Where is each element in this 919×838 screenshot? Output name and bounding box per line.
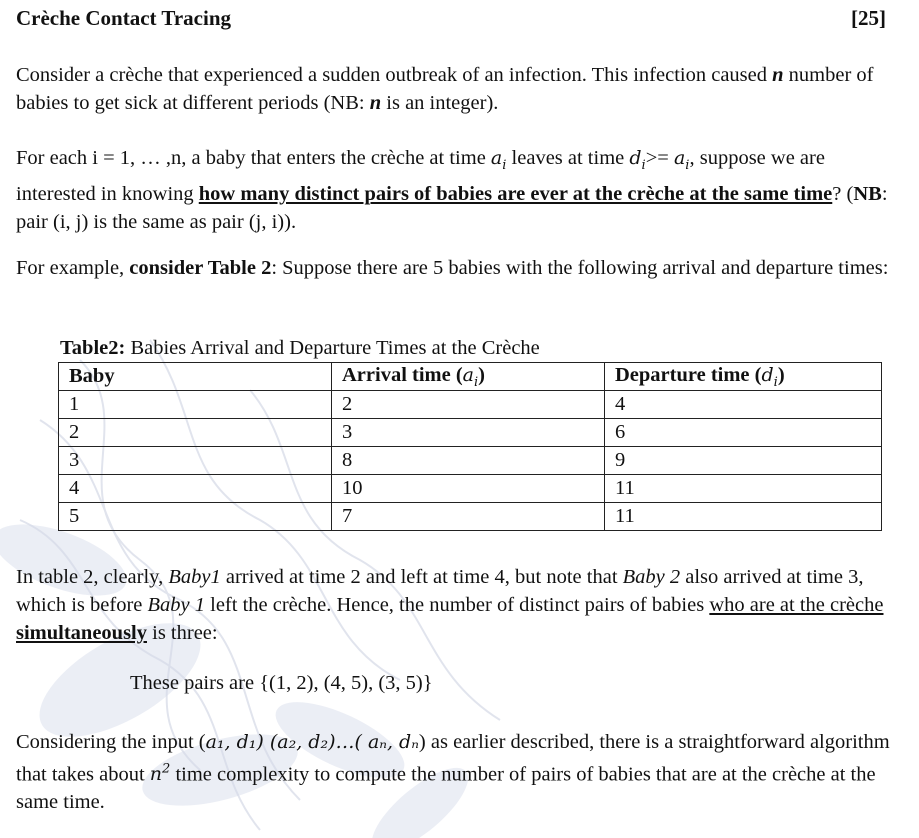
emphasis-text: how many distinct pairs of babies are ever at the crèche at the same time [198, 182, 833, 205]
caption-text: Babies Arrival and Departure Times at the Crèche [125, 337, 540, 359]
table-row [59, 419, 882, 447]
header-departure: Departure time $(d_i)$ [605, 363, 882, 391]
cell-departure: 11 [605, 475, 882, 503]
text: arrived at time 2 and left at time 4, but note that [220, 566, 623, 588]
math-n-squared: $n^2$ [149, 762, 171, 786]
cell-departure: 4 [605, 391, 882, 419]
var-n: n [369, 92, 382, 114]
text: : pair (i, j) is the same as pair (j, i)). [16, 182, 888, 233]
cell-arrival: 3 [332, 419, 605, 447]
paragraph-example [16, 254, 908, 282]
text: , suppose we are interested in knowing [16, 147, 825, 205]
table-row [59, 391, 882, 419]
cell-baby: 3 [59, 447, 332, 475]
cell-arrival: 8 [332, 447, 605, 475]
text: is three: [147, 622, 218, 644]
paragraph-problem [16, 144, 908, 236]
var-n: n [772, 64, 784, 86]
cell-baby: 4 [59, 475, 332, 503]
table-caption [60, 337, 540, 360]
bold-text: consider Table 2 [129, 257, 272, 279]
paragraph-algorithm [16, 728, 908, 816]
table-row [59, 503, 882, 531]
header-arrival: Arrival time $(a_i)$ [332, 363, 605, 391]
cell-baby: 2 [59, 419, 332, 447]
text: ) as earlier described, there is a straightforward algorithm that takes about [16, 731, 890, 786]
underlined-text: who are at the crèche [709, 594, 884, 616]
underlined-bold-text: simultaneously [16, 622, 147, 644]
text: Consider a crèche that experienced a sudden outbreak of an infection. This infection caused [16, 64, 773, 86]
header-baby: Baby [59, 363, 332, 391]
text: >= [645, 147, 674, 169]
text: also arrived at time 3, which is before [16, 566, 864, 616]
text: ? ( [832, 182, 854, 205]
text: For example, [16, 257, 130, 279]
italic-text: Baby1 [168, 566, 221, 588]
italic-text: Baby 1 [147, 594, 205, 616]
arrival-departure-table [58, 362, 882, 531]
text: is an integer). [381, 92, 499, 114]
text: Considering the input ( [16, 731, 206, 753]
cell-arrival: 2 [332, 391, 605, 419]
text: : Suppose there are 5 babies with the following arrival and departure times: [271, 257, 889, 279]
page-title: Crèche Contact Tracing [16, 6, 232, 30]
text: number of babies to get sick at different periods (NB: [16, 64, 874, 114]
math-a-i: $a_i$ [673, 147, 690, 173]
cell-arrival: 7 [332, 503, 605, 531]
math-input-sequence: a₁, d₁) (a₂, d₂)…( aₙ, dₙ [205, 731, 419, 753]
paragraph-explanation [16, 563, 908, 647]
text: left the crèche. Hence, the number of distinct pairs of babies [205, 594, 710, 616]
math-d-i: $d_i$ [629, 147, 646, 173]
table-row [59, 475, 882, 503]
marks-label: [25] [851, 6, 886, 30]
table-row [59, 447, 882, 475]
cell-arrival: 10 [332, 475, 605, 503]
cell-departure: 9 [605, 447, 882, 475]
text: leaves at time [506, 147, 630, 169]
page-title-row [16, 6, 886, 31]
text: In table 2, clearly, [16, 566, 169, 588]
caption-label: Table2: [60, 337, 126, 359]
cell-baby: 5 [59, 503, 332, 531]
nb-label: NB [853, 182, 882, 205]
cell-departure: 11 [605, 503, 882, 531]
math-a-i: $a_i$ [490, 147, 507, 173]
pairs-line: These pairs are {(1, 2), (4, 5), (3, 5)} [130, 672, 433, 694]
table-header-row [59, 363, 882, 391]
text: For each i = 1, … ,n, a baby that enters the crèche at time [16, 147, 491, 169]
cell-baby: 1 [59, 391, 332, 419]
text: time complexity to compute the number of pairs of babies that are at the crèche at the same time. [16, 763, 876, 814]
italic-text: Baby 2 [622, 566, 681, 588]
cell-departure: 6 [605, 419, 882, 447]
paragraph-intro [16, 61, 908, 117]
